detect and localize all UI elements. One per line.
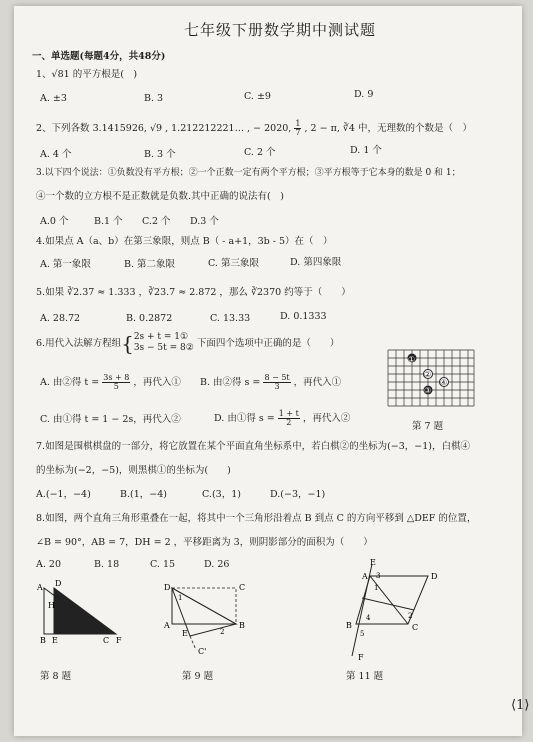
q2-frac-denominator: 7 [295,128,301,137]
q2-stem-b: , 2 − π, ∛4 中，无理数的个数是（ ） [304,123,472,134]
fig7-label-4: ④ [440,378,448,387]
q1-stem: 1、√81 的平方根是( ) [36,69,138,80]
fig11-angle-4: 4 [366,614,371,622]
q6-option-b [200,374,341,391]
q1-option-d: D. 9 [354,89,374,100]
q1-option-c: C. ±9 [244,91,271,102]
q5-option-c: C. 13.33 [210,313,251,324]
q3-line1: 3.以下四个说法：①负数没有平方根；②一个正数一定有两个平方根；③平方根等于它本身的数是 0 和 1； [36,168,461,178]
fig11-angle-5: 5 [360,630,365,638]
q2-stem [36,120,472,137]
fig9-label-e: E [182,629,188,638]
q6-eq1: 2s + t = 1① [133,332,189,342]
q6-b-num: 8 − 5t [264,373,290,382]
q3-option-b: B.1 个 [94,216,123,227]
fig11-label-f: F [358,653,364,662]
q5-option-d: D. 0.1333 [280,311,327,322]
fig8-caption: 第 8 题 [40,671,72,682]
fig7-label-1: ① [408,355,416,364]
q2-option-d: D. 1 个 [350,145,382,156]
q5-option-a: A. 28.72 [40,313,81,324]
q6-a-pre: A. 由②得 t = [40,377,100,388]
q1-option-b: B. 3 [144,93,164,104]
q6-system [134,332,194,355]
q3-option-c: C.2 个 [142,216,171,227]
section-heading: 一、单选题(每题4分，共48分) [32,51,166,62]
exam-sheet [14,6,530,736]
fig11-diagram [336,558,446,662]
q4-option-d: D. 第四象限 [290,257,342,268]
fig8-label-d: D [55,579,62,588]
q6-a-num: 3s + 8 [103,373,130,382]
fig8-label-f: F [116,636,122,645]
q6-option-d [214,410,350,427]
q6-b-frac [263,374,290,391]
q6-stem-b: 下面四个选项中正确的是（ ） [196,337,340,349]
fig9-label-c-prime: C' [198,647,207,656]
q1-option-a: A. ±3 [40,93,67,104]
q2-option-c: C. 2 个 [244,147,276,158]
fig8-label-b: B [40,636,46,645]
q4-stem: 4.如果点 A（a、b）在第三象限，则点 B（ - a+1，3b - 5）在（ ） [36,236,333,247]
q4-option-a: A. 第一象限 [40,259,91,270]
q6-d-num: 1 + t [278,409,299,418]
fig11-angle-3: 3 [376,572,381,580]
q6-a-frac [102,374,130,391]
q6-brace: { [121,331,134,356]
fig9-label-a: A [164,621,170,630]
q8-option-b: B. 18 [94,559,120,570]
q5-stem: 5.如果 ∛2.37 ≈ 1.333 ，∛23.7 ≈ 2.872 ，那么 ∛2370 约等于（ ） [36,287,351,298]
fig9-dashed-line [190,636,196,650]
fig9-label-d: D [164,583,171,592]
fig9-label-b: B [239,621,245,630]
fig9-label-c: C [239,583,246,592]
fig8-label-c: C [103,636,110,645]
fig11-angle-1: 1 [374,584,379,592]
fig8-label-a: A [37,583,43,592]
q4-option-c: C. 第三象限 [208,258,259,269]
fig11-label-e: E [370,558,376,567]
q6-a-den: 5 [113,382,119,391]
fig9-caption: 第 9 题 [182,671,214,682]
fig9-diagram [154,578,254,656]
fig7-label-3: ③ [424,386,432,395]
fig11-label-c: C [412,623,419,632]
q5-option-b: B. 0.2872 [126,313,173,324]
q7-line1: 7.如图是围棋棋盘的一部分，将它放置在某个平面直角坐标系中，若白棋②的坐标为(−3，−1)，白棋④ [36,441,470,452]
q6-stem-a: 6.用代入法解方程组 [36,337,122,349]
fig8-label-h: H [48,601,55,610]
q6-b-den: 3 [274,382,280,391]
q6-d-pre: D. 由①得 s = [214,413,275,424]
q6-d-den: 2 [286,418,292,427]
q6-eq2: 3s − 5t = 8② [133,343,194,354]
q7-option-d: D.(−3，−1) [270,489,326,500]
q3-option-a: A.0 个 [40,216,69,227]
fig11-label-a: A [362,572,368,581]
q2-stem-a: 2、下列各数 3.1415926, √9 , 1.212212221… , − 2020, [36,123,292,134]
q3-option-d: D.3 个 [190,216,219,227]
fig11-label-b: B [346,621,352,630]
q3-line2: ④一个数的立方根不是正数就是负数.其中正确的说法有( ) [36,191,284,202]
fig8-label-e: E [52,636,58,645]
q6-a-post: ，再代入① [133,377,181,388]
q8-option-d: D. 26 [204,559,230,570]
fig11-caption: 第 11 题 [346,671,384,682]
q7-option-a: A.(−1，−4) [36,489,91,500]
fig11-label-d: D [431,572,438,581]
fig7-go-board [384,346,478,412]
q6-option-c: C. 由①得 t = 1 − 2s，再代入② [40,414,181,425]
fig11-segment [362,598,414,610]
q6-b-pre: B. 由②得 s = [200,377,261,388]
q8-option-a: A. 20 [36,559,61,570]
q6-d-frac [278,410,300,427]
q6-stem [36,332,339,355]
q8-line2: ∠B = 90°，AB = 7，DH = 2 ，平移距离为 3，则阴影部分的面积为（ ） [36,537,373,548]
q6-d-post: ，再代入② [302,413,351,424]
q6-option-a [40,374,181,391]
page-title: 七年级下册数学期中测试题 [184,21,377,39]
fig11-angle-2: 2 [408,612,413,620]
page-number: ⟨1⟩ [511,698,530,713]
fig7-caption: 第 7 题 [412,421,444,432]
q7-line2: 的坐标为(−2，−5)，则黑棋①的坐标为( ) [36,465,231,476]
q2-option-b: B. 3 个 [144,149,176,160]
q2-frac-numerator: 1 [295,119,301,128]
q4-option-b: B. 第二象限 [124,259,176,270]
q7-option-c: C.(3，1) [202,489,241,500]
q8-option-c: C. 15 [150,559,176,570]
fig9-angle-1: 1 [178,594,183,602]
fig9-angle-2: 2 [220,628,225,636]
q7-option-b: B.(1，−4) [120,489,167,500]
q8-line1: 8.如图，两个直角三角形重叠在一起，将其中一个三角形沿着点 B 到点 C 的方向平移到 △DEF 的位置， [36,513,477,524]
fig7-label-2: ② [424,370,432,379]
fig8-diagram [24,576,134,646]
q6-b-post: ，再代入① [293,377,342,388]
q2-option-a: A. 4 个 [40,149,72,160]
q2-fraction [294,120,301,137]
